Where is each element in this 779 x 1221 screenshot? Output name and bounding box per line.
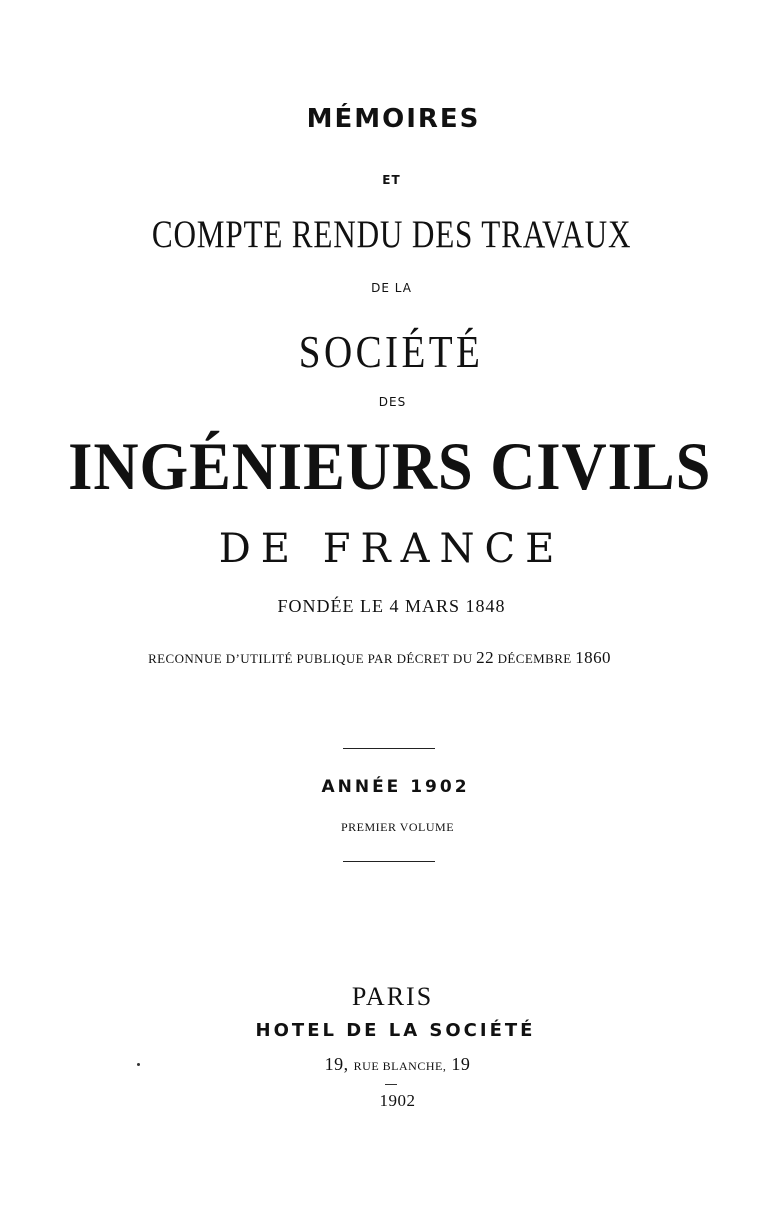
imprint-address xyxy=(8,1055,779,1073)
short-dash-divider xyxy=(385,1084,397,1085)
divider-top xyxy=(343,748,435,749)
decree-day: 22 xyxy=(476,648,494,667)
volume-label: PREMIER VOLUME xyxy=(340,820,455,834)
et-conjunction: ET xyxy=(382,173,401,187)
founding-date: FONDÉE LE 4 MARS 1848 xyxy=(277,596,506,616)
des-text: DES xyxy=(378,395,407,409)
address-number-left: 19, xyxy=(324,1054,349,1074)
decree-year: 1860 xyxy=(575,648,611,667)
ingenieurs-civils-heading: INGÉNIEURS CIVILS xyxy=(68,428,712,504)
annee-heading: ANNÉE 1902 xyxy=(321,777,470,797)
de-la-text: DE LA xyxy=(371,281,412,295)
memoires-heading: MÉMOIRES xyxy=(306,104,481,134)
de-france-heading: DE FRANCE xyxy=(218,526,565,572)
divider-bottom xyxy=(343,861,435,862)
decree-month: DÉCEMBRE xyxy=(497,651,572,666)
public-utility-decree xyxy=(0,649,769,666)
imprint-publisher: HOTEL DE LA SOCIÉTÉ xyxy=(255,1020,536,1041)
societe-heading: SOCIÉTÉ xyxy=(298,326,484,377)
imprint-city: PARIS xyxy=(351,982,434,1011)
compte-rendu-heading: COMPTE RENDU DES TRAVAUX xyxy=(151,213,632,256)
imprint-year: 1902 xyxy=(379,1091,416,1110)
address-number-right: 19 xyxy=(451,1054,471,1074)
paper-speck xyxy=(137,1063,140,1066)
address-street: RUE BLANCHE, xyxy=(353,1059,447,1073)
decree-prefix: RECONNUE D’UTILITÉ PUBLIQUE PAR DÉCRET DU xyxy=(148,651,473,666)
